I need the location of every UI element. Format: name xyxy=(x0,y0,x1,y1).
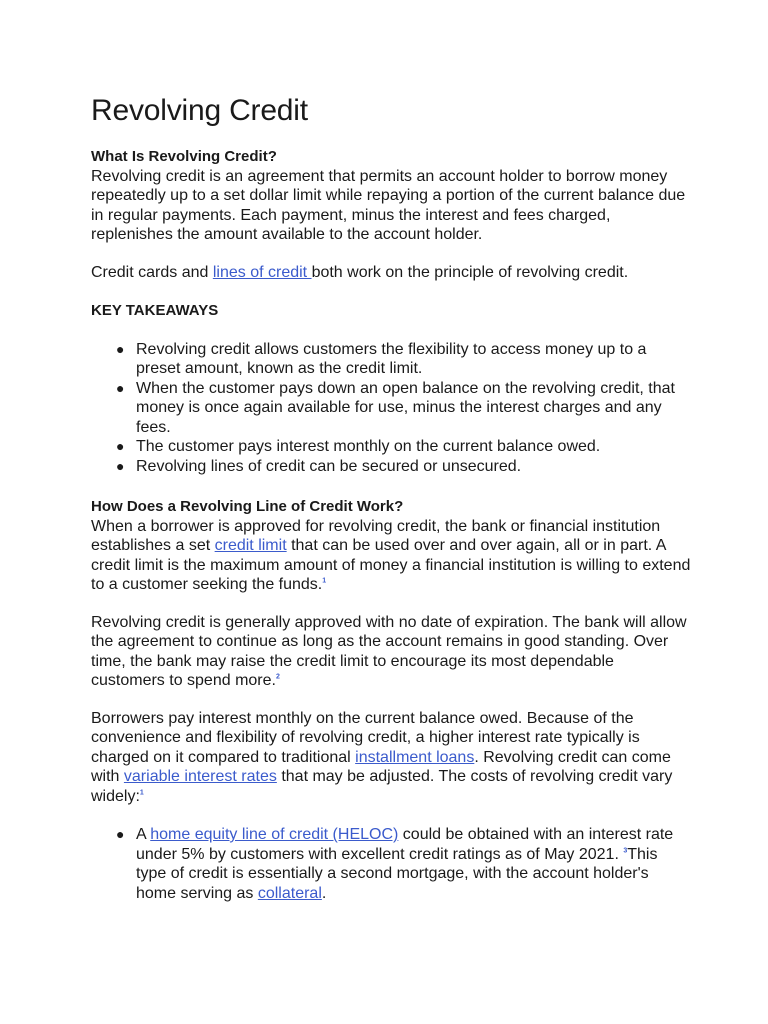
how-paragraph-1 xyxy=(91,517,691,595)
bullet-icon: ● xyxy=(116,438,125,454)
section-heading-what-is: What Is Revolving Credit? xyxy=(91,148,277,165)
text-span: Credit cards and xyxy=(91,263,213,281)
text-span: This type of credit is essentially a second mortgage, with the account holder's home serving as xyxy=(136,845,658,902)
footnote-ref[interactable]: 2 xyxy=(275,673,280,681)
list-item-text: Revolving credit allows customers the flexibility to access money up to a preset amount, known as the credit limit. xyxy=(136,340,647,377)
text-span: both work on the principle of revolving credit. xyxy=(311,263,629,281)
text-span: that can be used over and over again, all or in part. A credit limit is the maximum amount of money a financial institution is willing to extend to a customer seeking the funds. xyxy=(91,537,691,593)
bullet-icon: ● xyxy=(116,340,125,357)
list-item xyxy=(91,437,691,457)
key-takeaways-list xyxy=(91,340,691,477)
text-span: When a borrower is approved for revolving credit, the bank or financial institution establishes a set xyxy=(91,517,661,554)
list-item xyxy=(91,825,691,903)
list-item-text: When the customer pays down an open balance on the revolving credit, that money is once again available for use, minus the interest charges and any fees. xyxy=(136,379,675,436)
text-span: that may be adjusted. The costs of revolving credit vary widely: xyxy=(91,768,673,805)
installment-loans-link[interactable]: installment loans xyxy=(355,748,475,766)
text-span: A xyxy=(136,826,151,843)
text-span: . Revolving credit can come with xyxy=(91,748,671,785)
collateral-link[interactable]: collateral xyxy=(257,884,322,902)
bullet-icon: ● xyxy=(116,826,125,842)
lines-of-credit-link[interactable]: lines of credit xyxy=(212,263,312,281)
document-page xyxy=(91,92,691,903)
section-heading-how-does: How Does a Revolving Line of Credit Work? xyxy=(91,498,404,515)
credit-cards-paragraph xyxy=(91,263,691,283)
list-item xyxy=(91,379,691,438)
text-span: Revolving credit is generally approved with no date of expiration. The bank will allow the agreement to continue as long as the account remains in good standing. Over time, the bank may raise the credit limit to encourage its most dependable customers to spend more. xyxy=(91,613,687,689)
bullet-icon: ● xyxy=(116,379,125,396)
how-paragraph-3 xyxy=(91,709,691,807)
variable-interest-rates-link[interactable]: variable interest rates xyxy=(123,768,277,785)
bullet-icon: ● xyxy=(116,457,125,474)
heloc-link[interactable]: home equity line of credit (HELOC) xyxy=(150,826,399,843)
page-title: Revolving Credit xyxy=(91,94,308,127)
text-span: Borrowers pay interest monthly on the current balance owed. Because of the convenience and flexibility of revolving credit, a higher interest rate typically is charged on it compared to traditional xyxy=(91,709,640,766)
list-item-text: Revolving lines of credit can be secured or unsecured. xyxy=(136,457,522,475)
list-item xyxy=(91,340,691,379)
key-takeaways-heading: KEY TAKEAWAYS xyxy=(91,302,219,319)
footnote-ref[interactable]: 1 xyxy=(139,789,144,797)
how-paragraph-2 xyxy=(91,613,691,691)
text-span: could be obtained with an interest rate under 5% by customers with excellent credit ratings as of May 2021. xyxy=(136,826,674,863)
text-span: . xyxy=(321,884,327,902)
intro-paragraph: Revolving credit is an agreement that permits an account holder to borrow money repeatedly up to a set dollar limit while repaying a portion of the current balance due in regular payments. Each payment, minus the interest and fees charged, replenishes the amount available to the account holder. xyxy=(91,167,686,243)
footnote-ref[interactable]: 3 xyxy=(623,847,628,855)
cost-examples-list xyxy=(91,825,691,903)
footnote-ref[interactable]: 1 xyxy=(322,577,327,585)
list-item xyxy=(91,457,691,477)
credit-limit-link[interactable]: credit limit xyxy=(214,537,287,554)
list-item-text: The customer pays interest monthly on the current balance owed. xyxy=(136,438,601,455)
